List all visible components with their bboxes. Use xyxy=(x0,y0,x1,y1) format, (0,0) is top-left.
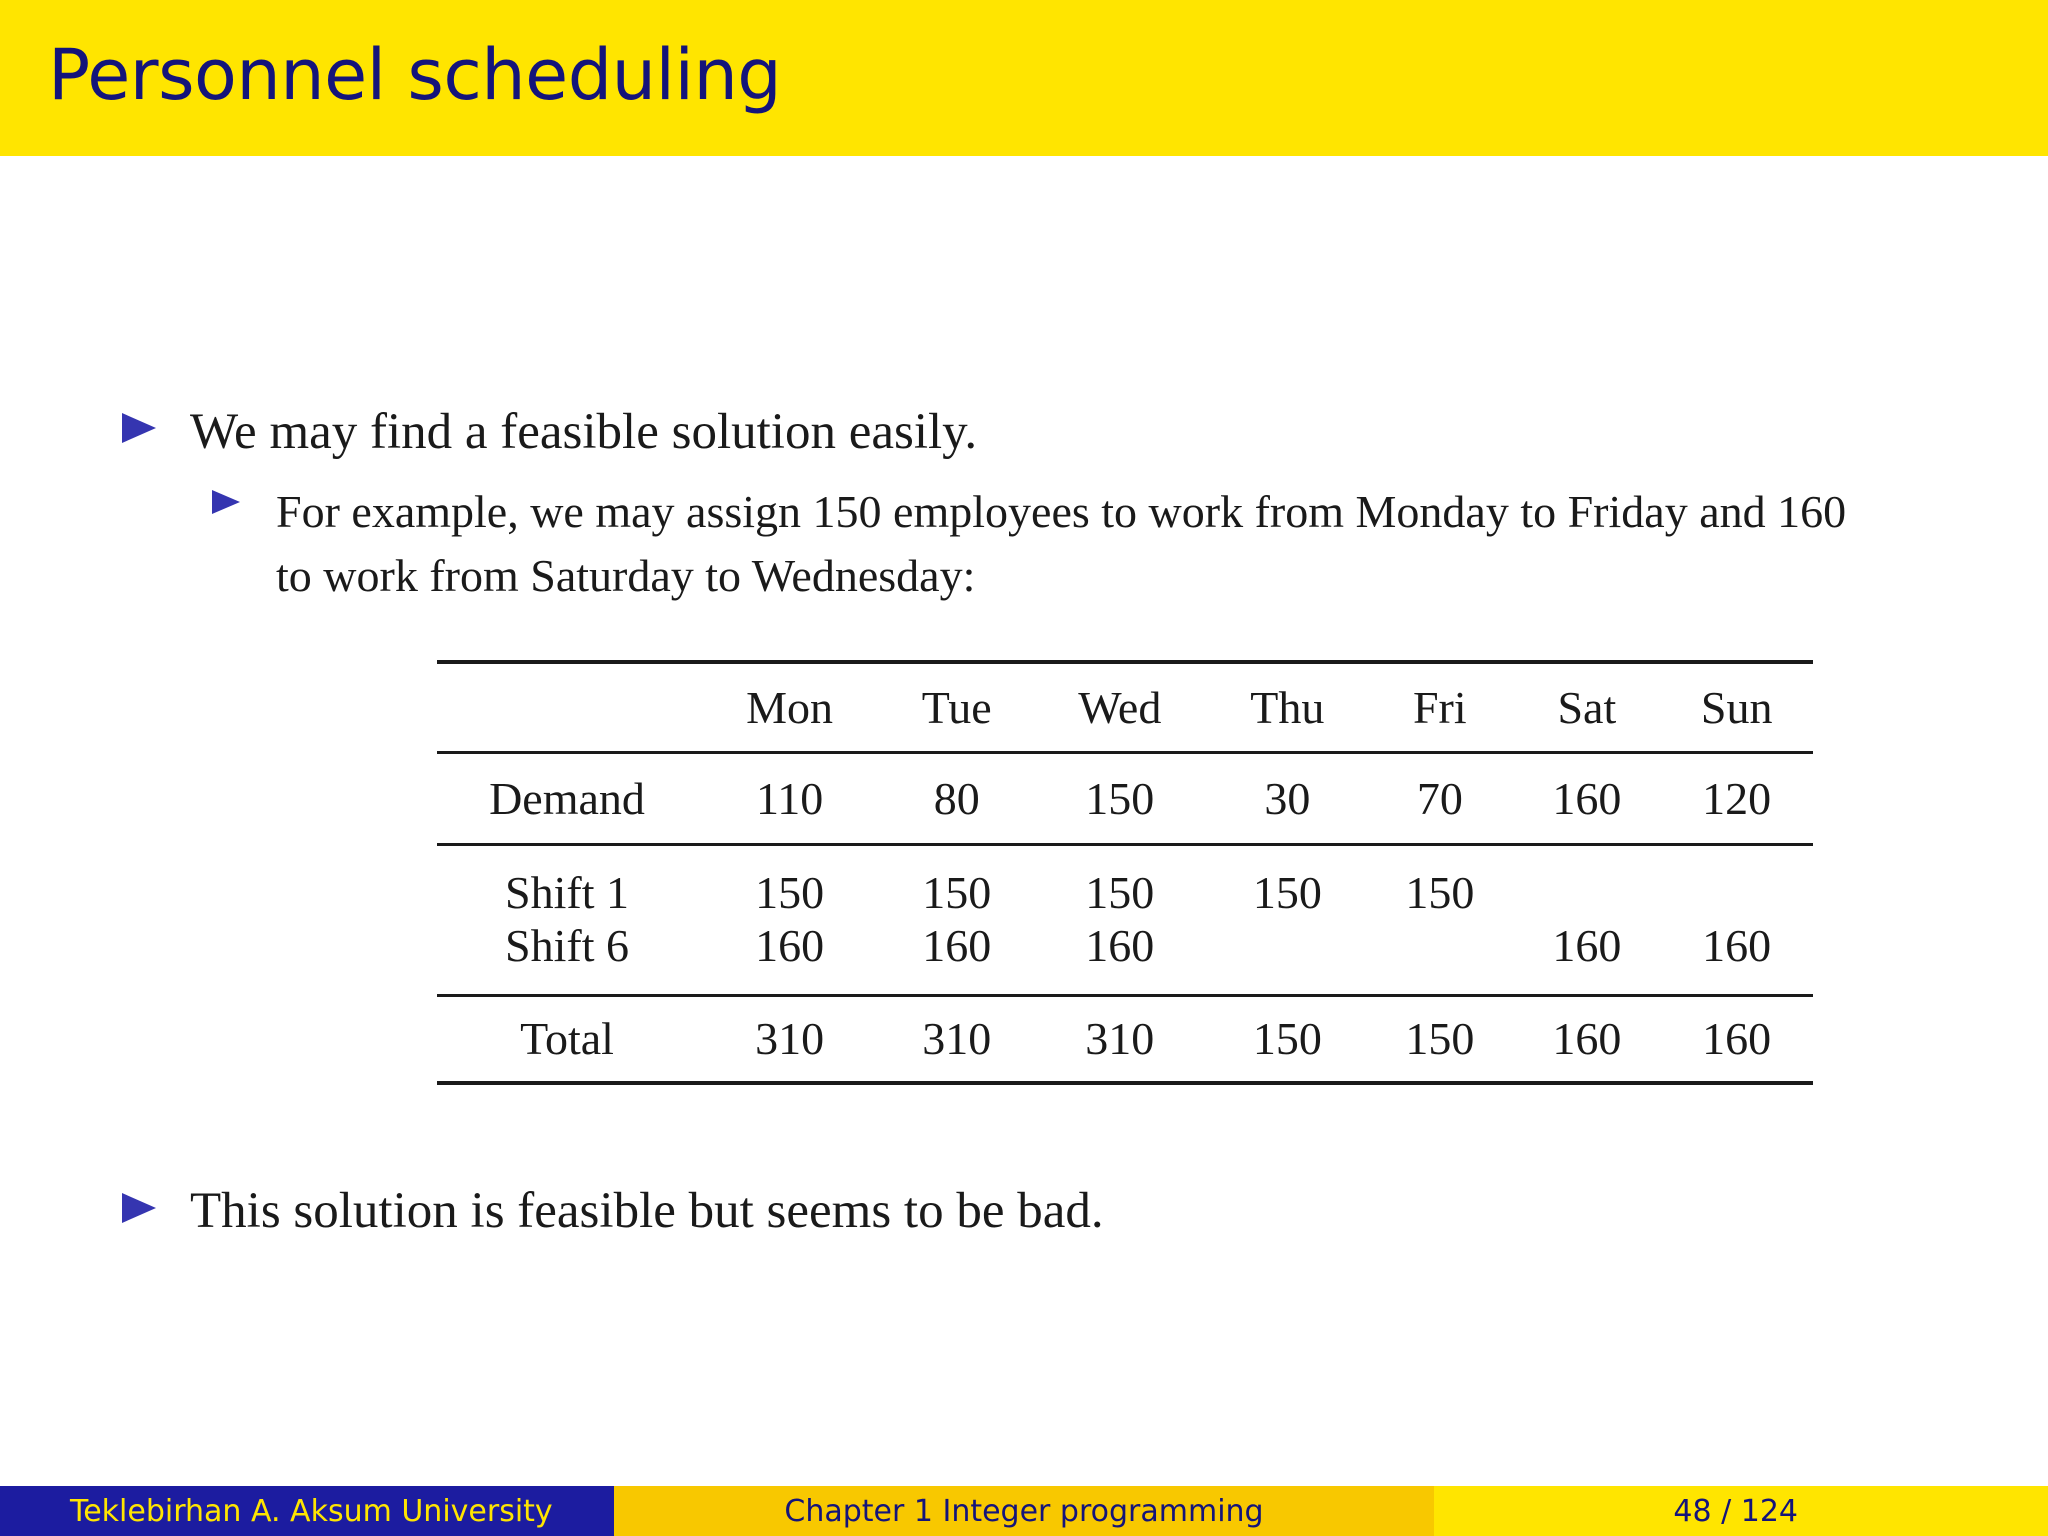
footer-author: Teklebirhan A. Aksum University xyxy=(0,1486,614,1536)
sub-bullet-example: For example, we may assign 150 employees to work from Monday to Friday and 160 to work from Saturday to Wednesday: xyxy=(276,486,1847,601)
table-cell: 150 xyxy=(1085,866,1155,918)
sub-bullet-triangle-icon xyxy=(212,490,240,514)
table-cell: 150 xyxy=(755,866,825,918)
header-cell: Thu xyxy=(1250,681,1325,733)
table-cell: 160 xyxy=(922,919,992,971)
row-label: Shift 6 xyxy=(505,919,629,971)
table-cell: 30 xyxy=(1264,772,1311,824)
table-cell: 80 xyxy=(933,772,980,824)
header-cell: Sat xyxy=(1557,681,1617,733)
table-cell: 160 xyxy=(1702,919,1772,971)
table-cell xyxy=(1366,919,1513,996)
table-cell: 120 xyxy=(1702,772,1772,824)
row-label: Demand xyxy=(489,772,645,824)
table-cell: 160 xyxy=(1552,772,1622,824)
table-row-shift6 xyxy=(437,919,1813,996)
table-cell: 310 xyxy=(922,1013,992,1065)
footer xyxy=(0,1486,2048,1536)
table-cell: 310 xyxy=(755,1013,825,1065)
table-cell: 150 xyxy=(922,866,992,918)
table-cell: 160 xyxy=(755,919,825,971)
table-cell: 160 xyxy=(1552,1013,1622,1065)
table-row-shift1 xyxy=(437,844,1813,919)
bullet-triangle-icon xyxy=(122,1193,156,1223)
table-row-demand xyxy=(437,752,1813,844)
table-cell: 160 xyxy=(1552,919,1622,971)
header-cell: Sun xyxy=(1700,681,1773,733)
table-cell: 150 xyxy=(1405,1013,1475,1065)
table-cell: 150 xyxy=(1252,866,1322,918)
header-cell: Wed xyxy=(1078,681,1162,733)
bullet-triangle-icon xyxy=(122,413,156,443)
table-cell xyxy=(1660,844,1813,919)
table-cell: 160 xyxy=(1085,919,1155,971)
row-label: Shift 1 xyxy=(505,866,629,918)
table-cell: 310 xyxy=(1085,1013,1155,1065)
table-cell: 110 xyxy=(755,772,824,824)
header-cell: Mon xyxy=(746,681,834,733)
bullet-solution-bad: This solution is feasible but seems to be bad. xyxy=(190,1183,1104,1239)
title-bar xyxy=(0,0,2048,156)
table-cell xyxy=(1208,919,1366,996)
header-cell: Fri xyxy=(1412,681,1467,733)
header-cell xyxy=(437,662,697,752)
table-cell: 150 xyxy=(1405,866,1475,918)
table-cell: 150 xyxy=(1085,772,1155,824)
table-cell xyxy=(1513,844,1660,919)
footer-page-number: 48 / 124 xyxy=(1434,1486,2048,1536)
slide-title: Personnel scheduling xyxy=(48,34,782,116)
table-row-total xyxy=(437,995,1813,1083)
header-cell: Tue xyxy=(921,681,992,733)
schedule-table xyxy=(437,660,1813,1085)
table-header-row xyxy=(437,662,1813,752)
footer-chapter: Chapter 1 Integer programming xyxy=(614,1486,1434,1536)
table-cell: 150 xyxy=(1252,1013,1322,1065)
table-cell: 160 xyxy=(1702,1013,1772,1065)
row-label: Total xyxy=(520,1013,614,1065)
table-cell: 70 xyxy=(1416,772,1463,824)
bullet-feasible-solution: We may find a feasible solution easily. xyxy=(190,404,978,460)
